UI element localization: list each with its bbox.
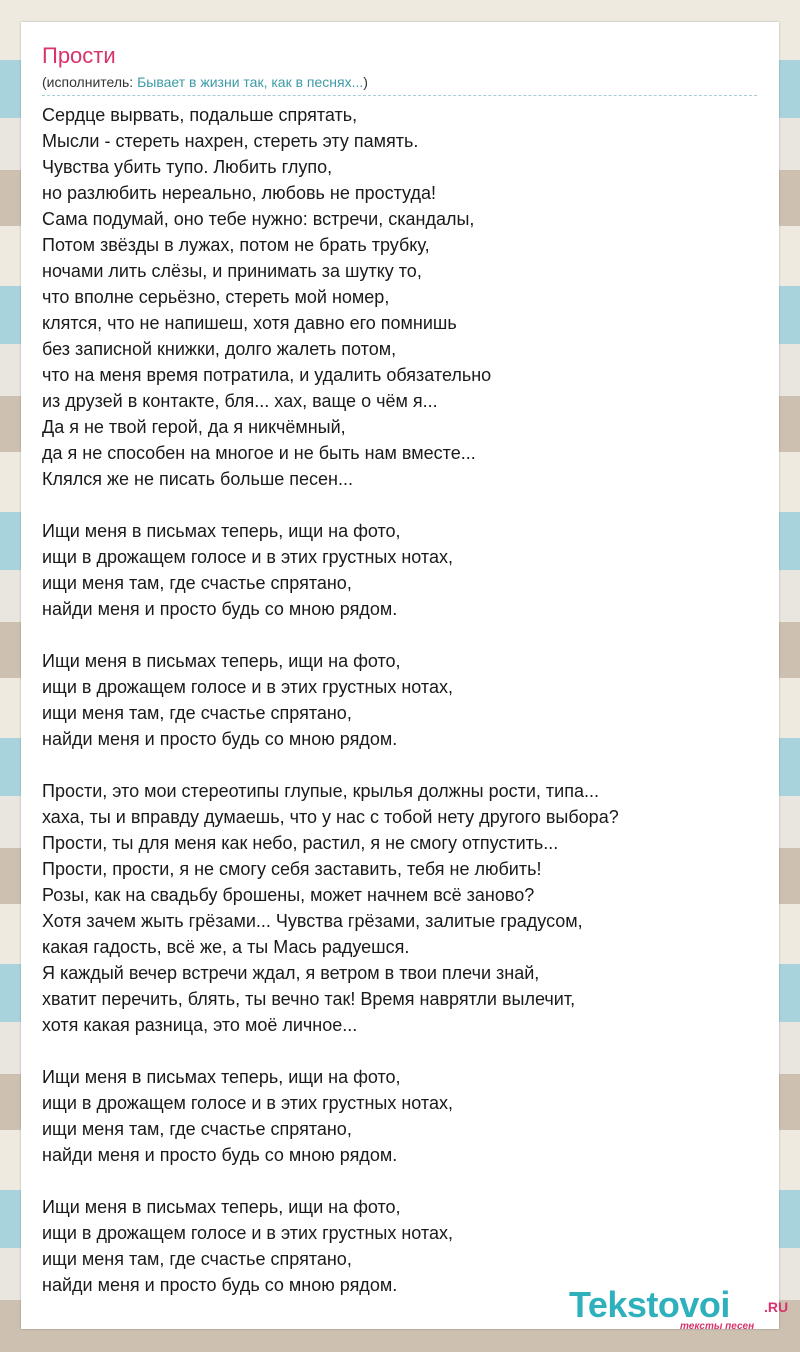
lyric-line: ищи в дрожащем голосе и в этих грустных нотах, [42,547,453,567]
lyric-line: Прости, ты для меня как небо, растил, я не смогу отпустить... [42,833,559,853]
lyrics-stanza [42,102,762,492]
lyric-line: Сама подумай, оно тебе нужно: встречи, скандалы, [42,209,475,229]
lyric-line: найди меня и просто будь со мною рядом. [42,1275,398,1295]
lyric-line: клятся, что не напишеш, хотя давно его помнишь [42,313,457,333]
lyric-line: Потом звёзды в лужах, потом не брать трубку, [42,235,430,255]
lyric-line: Прости, это мои стереотипы глупые, крылья должны рости, типа... [42,781,599,801]
lyric-line: Я каждый вечер встречи ждал, я ветром в твои плечи знай, [42,963,540,983]
lyric-line: ищи меня там, где счастье спрятано, [42,573,352,593]
lyrics-stanza [42,518,762,622]
lyric-line: ищи меня там, где счастье спрятано, [42,1249,352,1269]
logo-domain-suffix: .RU [764,1299,789,1315]
performer-prefix: (исполнитель: [42,74,138,90]
logo-tagline: тексты песен [680,1321,755,1332]
site-logo[interactable] [566,1285,796,1331]
lyrics-stanza [42,648,762,752]
lyric-line: Ищи меня в письмах теперь, ищи на фото, [42,1067,401,1087]
lyric-line: ищи меня там, где счастье спрятано, [42,1119,352,1139]
lyrics-stanza [42,778,762,1038]
lyric-line: Да я не твой герой, да я никчёмный, [42,417,346,437]
lyric-line: без записной книжки, долго жалеть потом, [42,339,397,359]
lyric-line: найди меня и просто будь со мною рядом. [42,599,398,619]
lyrics-stanza [42,1064,762,1168]
lyric-line: Ищи меня в письмах теперь, ищи на фото, [42,1197,401,1217]
lyric-line: ищи меня там, где счастье спрятано, [42,703,352,723]
performer-suffix: ) [363,74,368,90]
lyric-line: из друзей в контакте, бля... хах, ваще о чём я... [42,391,438,411]
lyric-line: Хотя зачем жыть грёзами... Чувства грёзами, залитые градусом, [42,911,583,931]
lyric-line: найди меня и просто будь со мною рядом. [42,1145,398,1165]
lyric-line: ищи в дрожащем голосе и в этих грустных нотах, [42,1223,453,1243]
lyric-line: ночами лить слёзы, и принимать за шутку то, [42,261,422,281]
lyric-line: Сердце вырвать, подальше спрятать, [42,105,358,125]
lyric-line: Ищи меня в письмах теперь, ищи на фото, [42,521,401,541]
lyric-line: ищи в дрожащем голосе и в этих грустных нотах, [42,1093,453,1113]
lyric-line: хватит перечить, блять, ты вечно так! Время наврятли вылечит, [42,989,576,1009]
performer-line [42,73,757,96]
lyric-line: ищи в дрожащем голосе и в этих грустных нотах, [42,677,453,697]
lyric-line: что на меня время потратила, и удалить обязательно [42,365,492,385]
lyric-line: какая гадость, всё же, а ты Мась радуешся. [42,937,410,957]
song-title: Прости [42,43,116,68]
lyric-line: что вполне серьёзно, стереть мой номер, [42,287,390,307]
lyric-line: Клялся же не писать больше песен... [42,469,354,489]
lyrics-text [42,102,762,1298]
lyric-line: хаха, ты и вправду думаешь, что у нас с тобой нету другого выбора? [42,807,619,827]
performer-link[interactable]: Бывает в жизни так, как в песнях... [137,74,364,90]
lyric-line: но разлюбить нереально, любовь не простуда! [42,183,436,203]
lyric-line: хотя какая разница, это моё личное... [42,1015,358,1035]
lyric-line: да я не способен на многое и не быть нам вместе... [42,443,476,463]
lyric-line: Мысли - стереть нахрен, стереть эту память. [42,131,419,151]
lyric-line: Розы, как на свадьбу брошены, может начнем всё заново? [42,885,535,905]
lyrics-card [21,22,789,1332]
lyrics-stanza [42,1194,762,1298]
lyric-line: Ищи меня в письмах теперь, ищи на фото, [42,651,401,671]
lyric-line: Прости, прости, я не смогу себя заставить, тебя не любить! [42,859,542,879]
lyric-line: Чувства убить тупо. Любить глупо, [42,157,333,177]
logo-wordmark: Tekstovoi [569,1284,730,1325]
lyric-line: найди меня и просто будь со мною рядом. [42,729,398,749]
